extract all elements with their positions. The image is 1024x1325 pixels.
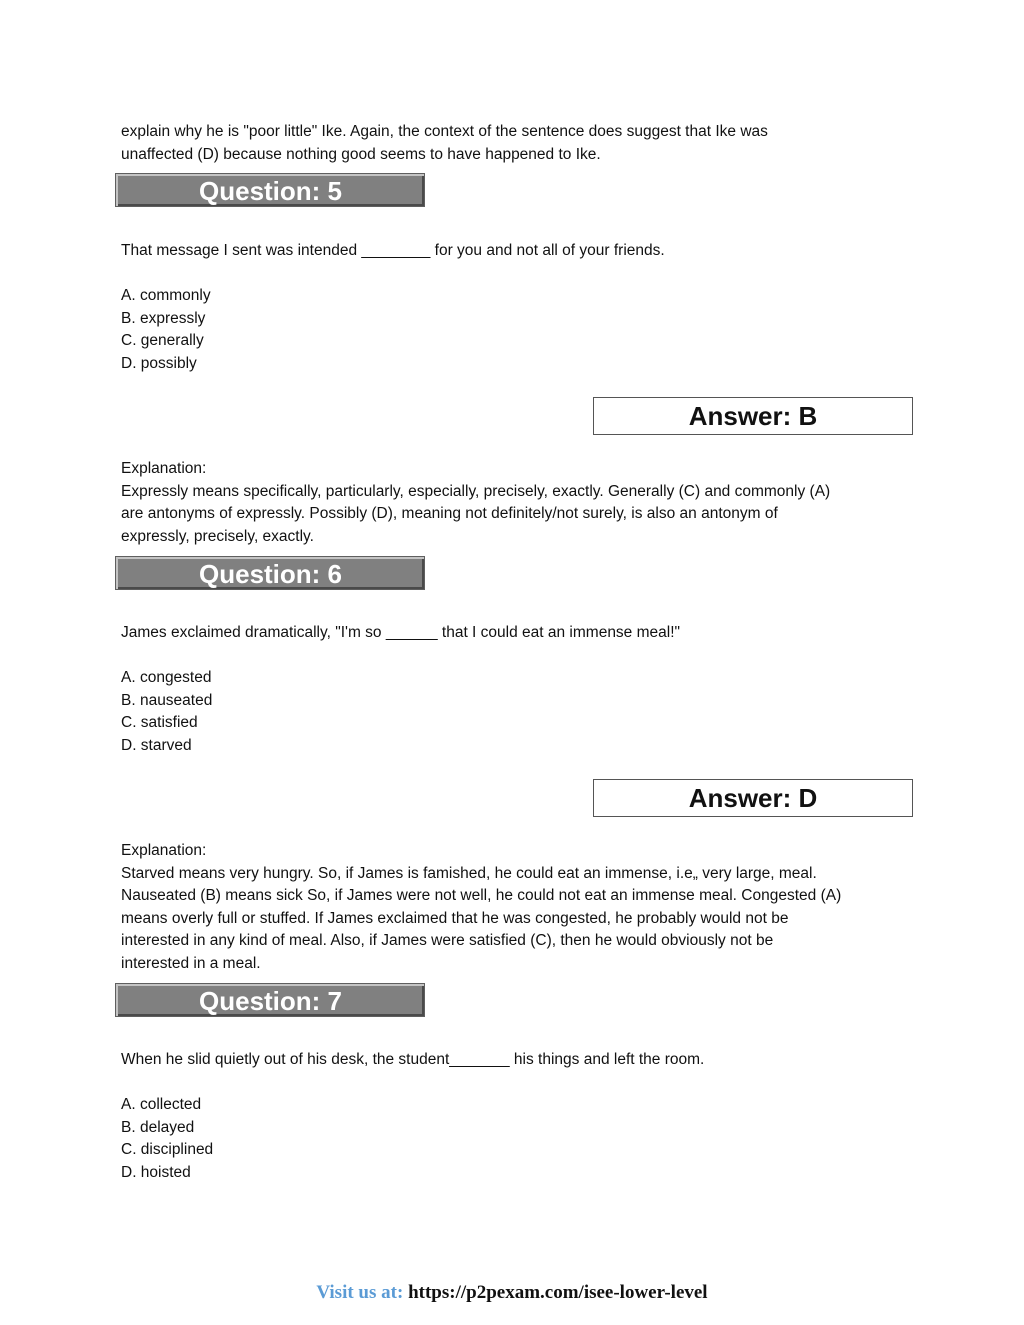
page-footer (0, 1281, 1024, 1305)
explanation-line: Starved means very hungry. So, if James is famished, he could eat an immense, i.e„ very large, meal. (121, 864, 817, 882)
question-7-heading (115, 983, 425, 1017)
option-d: D. possibly (121, 354, 197, 372)
question-5-answer (593, 397, 913, 435)
explanation-line: Expressly means specifically, particularly, especially, precisely, exactly. Generally (C) and commonly (A) (121, 482, 831, 500)
question-5-heading (115, 173, 425, 207)
explanation-line: expressly, precisely, exactly. (121, 527, 314, 545)
option-c: C. satisfied (121, 714, 198, 732)
footer-visit-label: Visit us at: (316, 1282, 404, 1303)
question-5-explanation (121, 458, 911, 548)
option-d: D. starved (121, 736, 192, 754)
intro-line: explain why he is "poor little" Ike. Again, the context of the sentence does suggest that Ike was (121, 123, 768, 140)
question-7-options (121, 1094, 213, 1184)
question-heading-label: Question: 7 (199, 986, 343, 1016)
explanation-line: interested in any kind of meal. Also, if James were satisfied (C), then he would obviously not be (121, 932, 774, 950)
option-b: B. delayed (121, 1118, 195, 1136)
option-a: A. congested (121, 669, 212, 686)
intro-line: unaffected (D) because nothing good seems to have happened to Ike. (121, 145, 601, 163)
explanation-line: are antonyms of expressly. Possibly (D), meaning not definitely/not surely, is also an antonym of (121, 505, 778, 523)
question-5-options (121, 285, 211, 375)
question-7-prompt: When he slid quietly out of his desk, the student_______ his things and left the room. (121, 1051, 705, 1068)
explanation-label: Explanation: (121, 842, 207, 859)
footer-url-link[interactable]: https://p2pexam.com/isee-lower-level (408, 1282, 708, 1303)
question-heading-label: Question: 6 (199, 559, 343, 589)
option-b: B. expressly (121, 309, 206, 327)
question-6-options (121, 667, 212, 757)
intro-paragraph (121, 121, 901, 166)
option-a: A. commonly (121, 287, 211, 304)
explanation-line: interested in a meal. (121, 954, 261, 972)
question-6-answer (593, 779, 913, 817)
option-c: C. disciplined (121, 1141, 214, 1159)
option-b: B. nauseated (121, 691, 213, 709)
explanation-line: means overly full or stuffed. If James exclaimed that he was congested, he probably would not be (121, 909, 789, 927)
question-6-prompt: James exclaimed dramatically, "I'm so ______ that I could eat an immense meal!" (121, 624, 681, 641)
question-6-heading (115, 556, 425, 590)
option-a: A. collected (121, 1096, 202, 1113)
option-d: D. hoisted (121, 1163, 191, 1181)
option-c: C. generally (121, 332, 204, 350)
answer-label: Answer: D (688, 783, 818, 813)
explanation-line: Nauseated (B) means sick So, if James were not well, he could not eat an immense meal. Congested (A) (121, 887, 842, 905)
question-heading-label: Question: 5 (199, 176, 343, 206)
answer-label: Answer: B (688, 401, 818, 431)
explanation-label: Explanation: (121, 460, 207, 477)
question-5-prompt: That message I sent was intended ________ for you and not all of your friends. (121, 242, 665, 259)
question-6-explanation (121, 840, 911, 976)
